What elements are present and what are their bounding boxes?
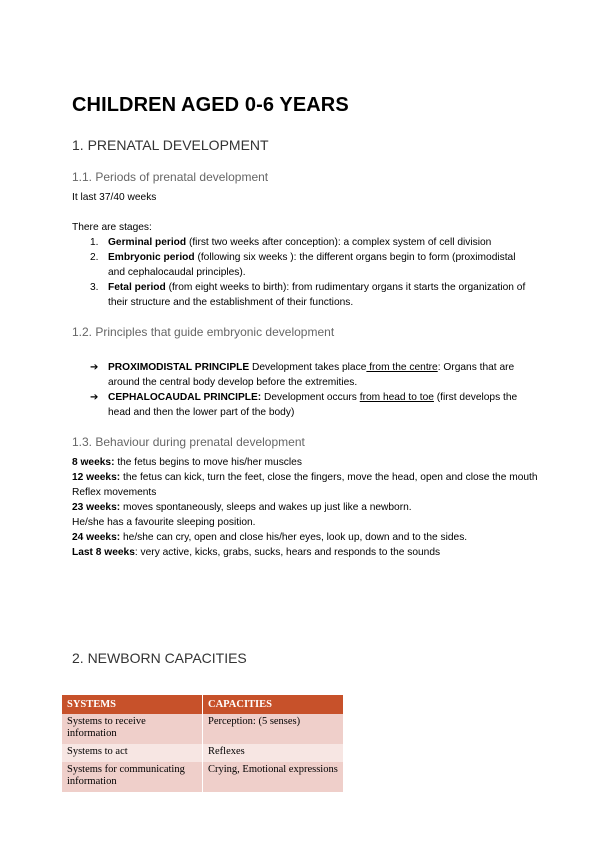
stage-text: (following six weeks ): the different organs begin to form (proximodistal and cephalocaudal principles).	[108, 252, 516, 278]
week-label: 24 weeks:	[72, 532, 121, 543]
week-text: moves spontaneously, sleeps and wakes up just like a newborn.	[120, 502, 412, 513]
principle-text-post: : Organs that are around the central body develop before the extremities.	[108, 362, 515, 388]
stage-name: Fetal period	[108, 282, 166, 293]
stage-name: Embryonic period	[108, 252, 195, 263]
week-text: he/she can cry, open and close his/her eyes, look up, down and to the sides.	[120, 532, 468, 543]
week-text: the fetus begins to move his/her muscles	[114, 457, 302, 468]
principles-list	[88, 360, 528, 420]
principle-name: CEPHALOCAUDAL PRINCIPLE:	[108, 392, 262, 403]
principle-text-post: (first develops the head and then the lower part of the body)	[108, 392, 518, 418]
week-label: Last 8 weeks	[72, 547, 135, 558]
table-cell: Crying, Emotional expressions	[203, 762, 344, 792]
week-text: : very active, kicks, grabs, sucks, hears and responds to the sounds	[134, 547, 441, 558]
subheading-behaviour: 1.3. Behaviour during prenatal development	[72, 435, 305, 449]
stage-text: (first two weeks after conception): a complex system of cell division	[186, 237, 492, 248]
arrow-bullet-icon: ➔	[90, 392, 99, 403]
week-label: 12 weeks:	[72, 472, 121, 483]
principle-text-pre: Development occurs	[261, 392, 360, 403]
week-label: 23 weeks:	[72, 502, 121, 513]
behaviour-line	[72, 455, 542, 470]
list-item	[88, 390, 528, 420]
section-heading-prenatal: 1. PRENATAL DEVELOPMENT	[72, 137, 269, 153]
week-label: 8 weeks:	[72, 457, 115, 468]
column-header-systems: SYSTEMS	[62, 695, 203, 714]
principle-underline: from the centre	[366, 362, 438, 373]
behaviour-line	[72, 545, 542, 560]
table-cell: Systems to receive information	[62, 714, 203, 744]
table-row	[62, 714, 343, 744]
list-number: 3.	[90, 282, 99, 293]
column-header-capacities: CAPACITIES	[203, 695, 344, 714]
arrow-bullet-icon: ➔	[90, 362, 99, 373]
table-cell: Reflexes	[203, 744, 344, 762]
list-item	[86, 250, 526, 280]
document-title: CHILDREN AGED 0-6 YEARS	[72, 94, 349, 116]
table-row	[62, 762, 343, 792]
principle-text-pre: Development takes place	[249, 362, 367, 373]
section-heading-newborn: 2. NEWBORN CAPACITIES	[72, 650, 247, 666]
capacities-table	[62, 695, 343, 792]
stages-intro: There are stages:	[72, 222, 152, 233]
principle-underline: from head to toe	[359, 392, 434, 403]
subheading-principles: 1.2. Principles that guide embryonic development	[72, 325, 335, 339]
behaviour-text	[72, 455, 542, 560]
table-header-row	[62, 695, 343, 714]
table-row	[62, 744, 343, 762]
behaviour-line	[72, 500, 542, 515]
behaviour-line	[72, 530, 542, 545]
week-text: He/she has a favourite sleeping position.	[72, 517, 256, 528]
principle-name: PROXIMODISTAL PRINCIPLE	[108, 362, 250, 373]
list-item	[88, 360, 528, 390]
stage-text: (from eight weeks to birth): from rudimentary organs it starts the organization of their structure and the establishment of their functions.	[108, 282, 526, 308]
intro-text: It last 37/40 weeks	[72, 192, 157, 203]
subheading-periods: 1.1. Periods of prenatal development	[72, 170, 269, 184]
stages-list	[86, 235, 526, 310]
list-item	[86, 235, 526, 250]
list-number: 2.	[90, 252, 99, 263]
table-cell: Systems for communicating information	[62, 762, 203, 792]
list-number: 1.	[90, 237, 99, 248]
table-cell: Perception: (5 senses)	[203, 714, 344, 744]
behaviour-line	[72, 470, 542, 500]
table-cell: Systems to act	[62, 744, 203, 762]
list-item	[86, 280, 526, 310]
behaviour-line	[72, 515, 542, 530]
stage-name: Germinal period	[108, 237, 187, 248]
week-text: the fetus can kick, turn the feet, close the fingers, move the head, open and close the mouth Reflex movements	[72, 472, 538, 498]
